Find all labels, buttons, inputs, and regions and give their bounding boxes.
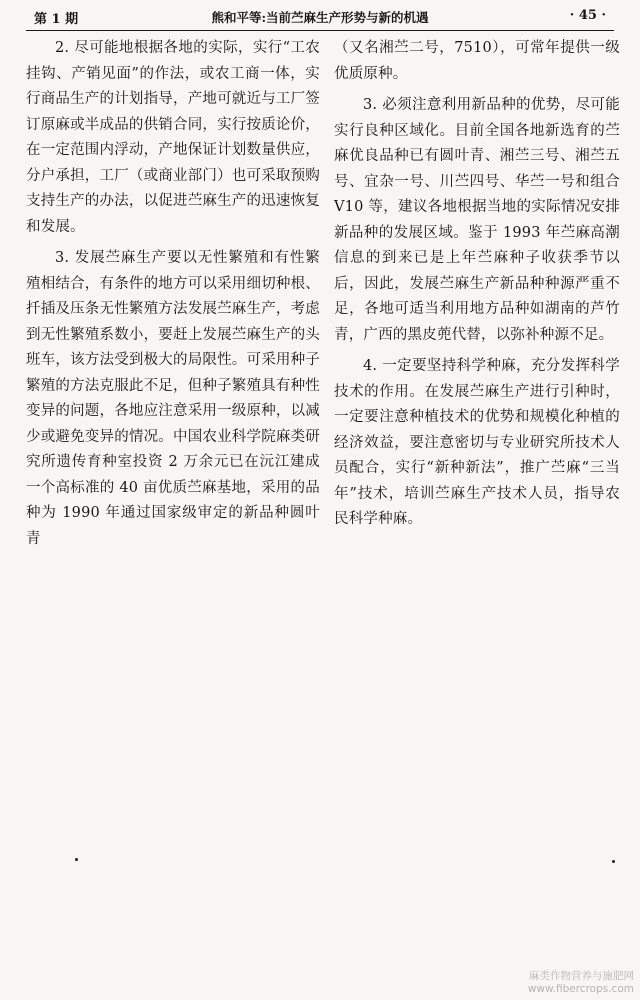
running-title: 熊和平等:当前苎麻生产形势与新的机遇 xyxy=(211,10,429,25)
paragraph-item-4: 4. 一定要坚持科学种麻，充分发挥科学技术的作用。在发展苎麻生产进行引种时，一定要注意种植技术的优势和规模化种植的经济效益，要注意密切与专业研究所技术人员配合，实行“新种新法”，推广苎麻“三当年”技术，培训苎麻生产技术人员，指导农民科学种麻。 xyxy=(334,358,620,527)
speck-mark xyxy=(75,858,78,861)
paragraph-item-2: 2. 尽可能地根据各地的实际，实行“工农挂钩、产销见面”的作法，或农工商一体，实行商品生产的计划指导，产地可就近与工厂签订原麻或半成品的供销合同，实行按质论价，在一定范围内浮动，产地保证计划数量供应，分户承担，工厂（或商业部门）也可采取预购支持生产的办法，以促进苎麻生产的迅速恢复和发展。 xyxy=(26,40,320,235)
speck-mark xyxy=(612,860,615,863)
watermark-site-name: 麻类作物营养与施肥网 xyxy=(529,970,634,982)
page-header xyxy=(0,0,640,30)
page-number: · 45 · xyxy=(569,8,606,23)
left-column xyxy=(26,36,320,556)
issue-number: 第 1 期 xyxy=(34,12,79,27)
right-column xyxy=(334,36,620,537)
header-rule xyxy=(26,30,614,31)
paragraph-item-3-propagation: 3. 发展苎麻生产要以无性繁殖和有性繁殖相结合，有条件的地方可以采用细切种根、扦插及压条无性繁殖方法发展苎麻生产，考虑到无性繁殖系数小，要赶上发展苎麻生产的头班车，该方法受到极大的局限性。可采用种子繁殖的方法克服此不足，但种子繁殖具有种性变异的问题，各地应注意采用一级原种，以减少或避免变异的情况。中国农业科学院麻类研究所遗传育种室投资 2 万余元已在沅江建成一个高标准的 40 亩优质苎麻基地，采用的品种为 1990 年通过国家级审定的新品种圆叶青 xyxy=(26,250,320,547)
paragraph-continuation: （又名湘苎二号，7510），可常年提供一级优质原种。 xyxy=(334,40,620,82)
site-watermark xyxy=(528,970,634,996)
paragraph-item-3-new-varieties: 3. 必须注意利用新品种的优势，尽可能实行良种区域化。目前全国各地新选育的苎麻优良品种已有圆叶青、湘苎三号、湘苎五号、宜杂一号、川苎四号、华苎一号和组合 V10 等，建议各地根据当地的实际情况安排新品种的发展区域。鉴于 1993 年苎麻高潮信息的到来已是上年苎麻种子收获季节以后，因此，发展苎麻生产新品种种源严重不足，各地可适当利用地方品种如湖南的芦竹青，广西的黑皮蔸代替，以弥补种源不足。 xyxy=(334,97,620,343)
watermark-url: www.fibercrops.com xyxy=(527,983,634,995)
